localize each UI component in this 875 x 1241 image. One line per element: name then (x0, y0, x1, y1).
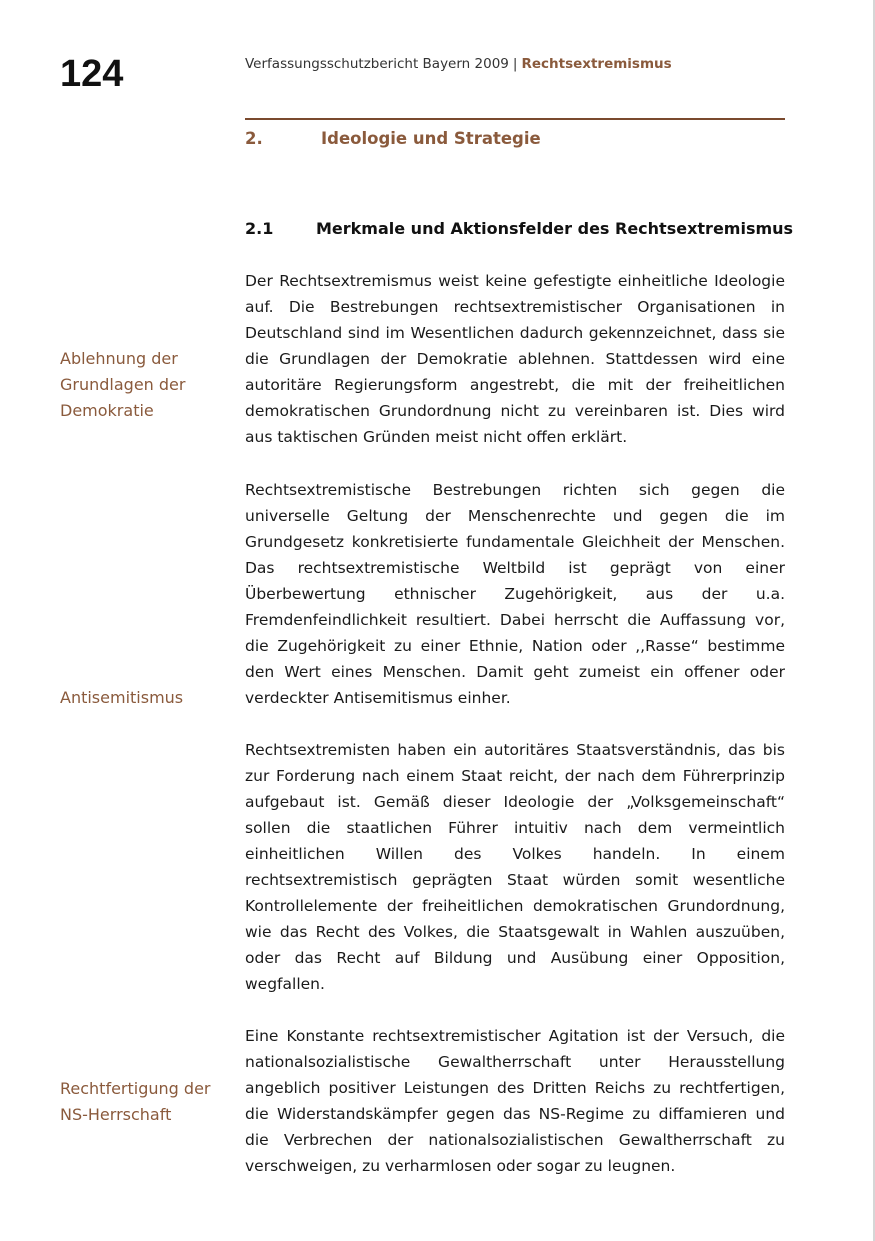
subchapter-number: 2.1 (245, 219, 274, 238)
subchapter-title: Merkmale und Aktionsfelder des Rechtsextremismus (316, 219, 794, 238)
chapter-number: 2. (245, 129, 263, 148)
chapter-title: Ideologie und Strategie (321, 129, 541, 148)
margin-note-antisemitism: Antisemitismus (60, 688, 184, 707)
body-paragraph-3: Rechtsextremisten haben ein autoritäres Staatsverständnis, das bis zur Forderung nach einem Staat reicht, der nach dem Führerprinzip aufgebaut ist. Gemäß dieser Ideologie der „Volksgemeinschaft“ sollen die staatlichen Führer intuitiv nach dem vermeintlich einheitlichen Willen des Volkes handeln. In einem rechtsextremistisch geprägten Staat würden somit wesentliche Kontrollelemente der freiheitlichen demokratischen Grundordnung, wie das Recht des Volkes, die Staatsgewalt in Wahlen auszuüben, oder das Recht auf Bildung und Ausübung einer Opposition, wegfallen. (245, 741, 785, 993)
margin-note-ns-justification: Rechtfertigung der NS-Herrschaft (60, 1079, 211, 1124)
publication-title: Verfassungsschutzbericht Bayern 2009 (245, 56, 509, 72)
running-header (245, 54, 672, 74)
body-paragraph-2: Rechtsextremistische Bestrebungen richten sich gegen die universelle Geltung der Menschenrechte und gegen die im Grundgesetz konkretisierte fundamentale Gleichheit der Menschen. Das rechtsextremistische Weltbild ist geprägt von einer Überbewertung ethnischer Zugehörigkeit, aus der u.a. Fremdenfeindlichkeit resultiert. Dabei herrscht die Auffassung vor, die Zugehörigkeit zu einer Ethnie, Nation oder ,,Rasse“ bestimme den Wert eines Menschen. Damit geht zumeist ein offener oder verdeckter Antisemitismus einher. (245, 481, 785, 707)
margin-note-democracy: Ablehnung der Grundlagen der Demokratie (60, 349, 186, 420)
page-number: 124 (60, 53, 124, 95)
body-paragraph-4: Eine Konstante rechtsextremistischer Agitation ist der Versuch, die nationalsozialistische Gewaltherrschaft unter Herausstellung angeblich positiver Leistungen des Dritten Reichs zu rechtfertigen, die Widerstandskämpfer gegen das NS-Regime zu diffamieren und die Verbrechen der nationalsozialistischen Gewaltherrschaft zu verschweigen, zu verharmlosen oder sogar zu leugnen. (245, 1027, 785, 1175)
body-paragraph-1: Der Rechtsextremismus weist keine gefestigte einheitliche Ideologie auf. Die Bestrebungen rechtsextremistischer Organisationen in Deutschland sind im Wesentlichen dadurch gekennzeichnet, dass sie die Grundlagen der Demokratie ablehnen. Stattdessen wird eine autoritäre Regierungsform angestrebt, die mit der freiheitlichen demokratischen Grundordnung nicht zu vereinbaren ist. Dies wird aus taktischen Gründen meist nicht offen erklärt. (245, 272, 785, 446)
header-separator: | (512, 56, 518, 72)
subchapter-heading (245, 217, 793, 241)
chapter-heading (245, 127, 541, 151)
header-rule (245, 118, 785, 120)
section-title: Rechtsextremismus (521, 56, 672, 72)
